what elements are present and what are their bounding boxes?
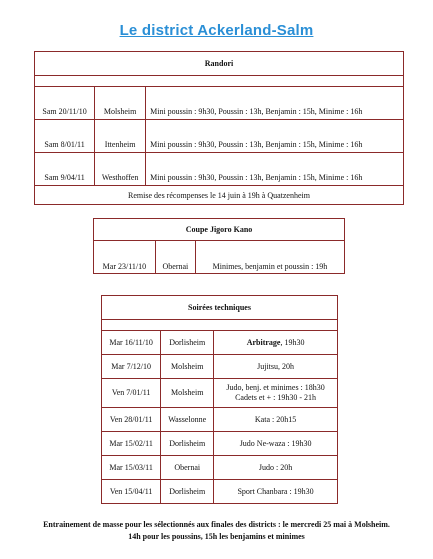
table-row bbox=[35, 87, 404, 120]
row-detail-rest: , 19h30 bbox=[280, 338, 305, 347]
row-date: Mar 23/11/10 bbox=[94, 241, 156, 274]
row-place: Wasselonne bbox=[161, 408, 214, 432]
row-detail-bold: Arbitrage bbox=[246, 338, 281, 347]
row-place: Molsheim bbox=[161, 379, 214, 408]
table-spacer bbox=[35, 76, 404, 87]
row-date: Sam 20/11/10 bbox=[35, 87, 95, 120]
row-date: Sam 8/01/11 bbox=[35, 120, 95, 153]
row-detail-line2: Cadets et + : 19h30 - 21h bbox=[235, 393, 317, 402]
randori-header: Randori bbox=[35, 52, 404, 76]
row-detail bbox=[214, 379, 338, 408]
table-spacer bbox=[102, 320, 338, 331]
soirees-table bbox=[101, 295, 338, 504]
row-date: Mar 7/12/10 bbox=[102, 355, 161, 379]
row-schedule: Mini poussin : 9h30, Poussin : 13h, Benjamin : 15h, Minime : 16h bbox=[146, 87, 404, 120]
row-detail: Sport Chanbara : 19h30 bbox=[214, 480, 338, 504]
row-place: Obernai bbox=[161, 456, 214, 480]
table-row bbox=[102, 456, 338, 480]
row-place: Molsheim bbox=[95, 87, 146, 120]
table-row bbox=[102, 355, 338, 379]
row-date: Mar 15/03/11 bbox=[102, 456, 161, 480]
row-date: Ven 28/01/11 bbox=[102, 408, 161, 432]
row-date: Ven 7/01/11 bbox=[102, 379, 161, 408]
row-place: Obernai bbox=[155, 241, 195, 274]
table-row bbox=[102, 379, 338, 408]
row-date: Mar 15/02/11 bbox=[102, 432, 161, 456]
row-date: Ven 15/04/11 bbox=[102, 480, 161, 504]
row-place: Dorlisheim bbox=[161, 331, 214, 355]
row-detail: Jujitsu, 20h bbox=[214, 355, 338, 379]
row-detail: Judo : 20h bbox=[214, 456, 338, 480]
row-place: Molsheim bbox=[161, 355, 214, 379]
footer-line-2: 14h pour les poussins, 15h les benjamins et minimes bbox=[128, 532, 305, 541]
table-row bbox=[102, 432, 338, 456]
table-row bbox=[35, 153, 404, 186]
table-row bbox=[94, 241, 345, 274]
footer-note bbox=[0, 519, 433, 543]
footer-line-1: Entrainement de masse pour les sélectionnés aux finales des districts : le mercredi 25 mai à Molsheim. bbox=[43, 520, 390, 529]
table-row bbox=[102, 480, 338, 504]
row-detail: Judo Ne-waza : 19h30 bbox=[214, 432, 338, 456]
page-title: Le district Ackerland-Salm bbox=[119, 22, 314, 39]
randori-table bbox=[34, 51, 404, 205]
row-schedule: Mini poussin : 9h30, Poussin : 13h, Benjamin : 15h, Minime : 16h bbox=[146, 153, 404, 186]
row-schedule: Mini poussin : 9h30, Poussin : 13h, Benjamin : 15h, Minime : 16h bbox=[146, 120, 404, 153]
row-place: Dorlisheim bbox=[161, 480, 214, 504]
row-place: Dorlisheim bbox=[161, 432, 214, 456]
row-place: Westhoffen bbox=[95, 153, 146, 186]
row-detail: Kata : 20h15 bbox=[214, 408, 338, 432]
table-row bbox=[102, 331, 338, 355]
soirees-header: Soirées techniques bbox=[102, 296, 338, 320]
row-detail: Minimes, benjamin et poussin : 19h bbox=[195, 241, 344, 274]
coupe-table bbox=[93, 218, 345, 274]
row-date: Mar 16/11/10 bbox=[102, 331, 161, 355]
row-place: Ittenheim bbox=[95, 120, 146, 153]
table-row bbox=[35, 120, 404, 153]
row-detail-line1: Judo, benj. et minimes : 18h30 bbox=[226, 383, 325, 392]
row-detail bbox=[214, 331, 338, 355]
randori-note: Remise des récompenses le 14 juin à 19h à Quatzenheim bbox=[35, 186, 404, 205]
table-row bbox=[102, 408, 338, 432]
row-date: Sam 9/04/11 bbox=[35, 153, 95, 186]
coupe-header: Coupe Jigoro Kano bbox=[94, 219, 345, 241]
